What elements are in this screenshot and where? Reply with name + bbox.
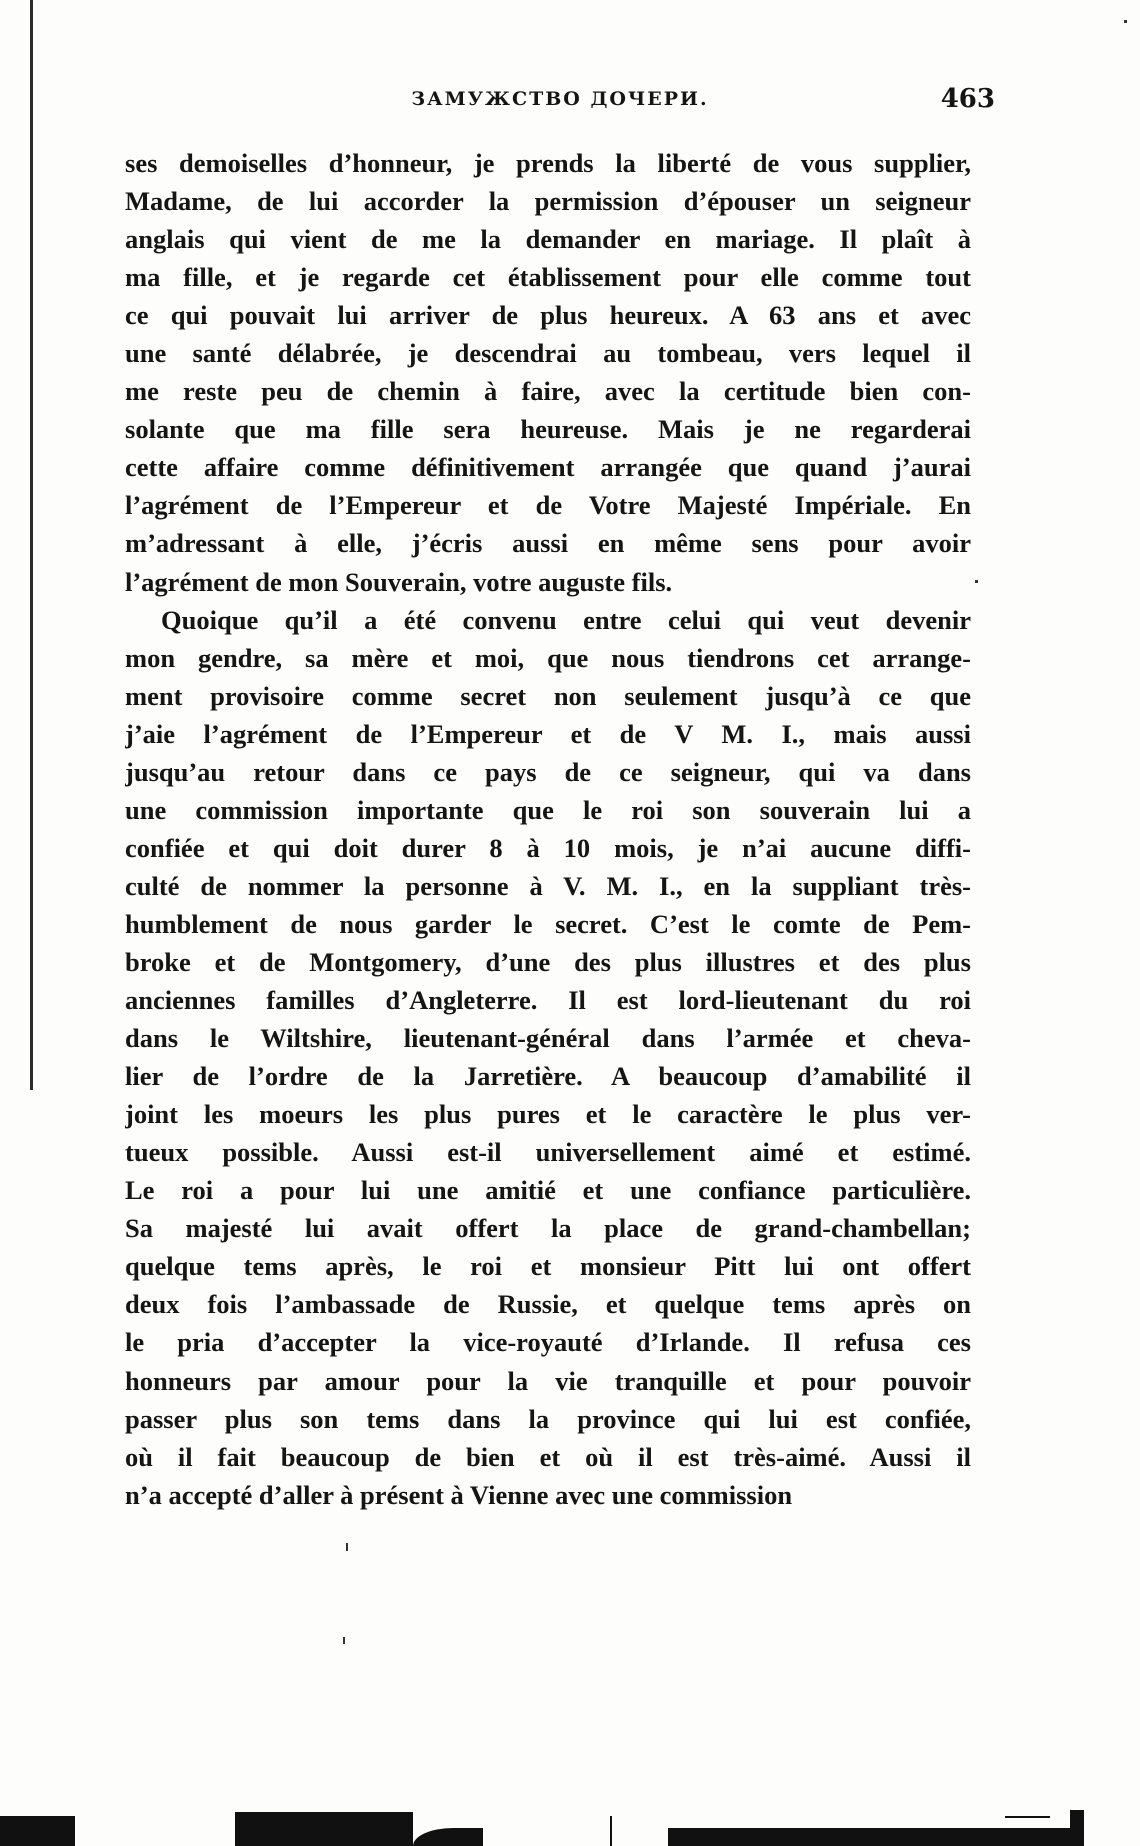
text-line: dans le Wiltshire, lieutenant-général dans l’armée et cheva- xyxy=(125,1023,971,1054)
page-number: 463 xyxy=(940,84,995,114)
text-line: humblement de nous garder le secret. C’est le comte de Pem- xyxy=(125,908,971,939)
text-line: joint les moeurs les plus pures et le caractère le plus ver- xyxy=(125,1099,971,1130)
edge-speck xyxy=(975,580,978,583)
text-line: Sa majesté lui avait offert la place de grand-chambellan; xyxy=(125,1213,971,1244)
text-line: Quoique qu’il a été convenu entre celui qui veut devenir xyxy=(161,604,971,635)
scan-artifact xyxy=(413,1828,483,1846)
text-line: broke et de Montgomery, d’une des plus illustres et des plus xyxy=(125,946,971,977)
scan-artifact xyxy=(1070,1810,1084,1846)
text-line: lier de l’ordre de la Jarretière. A beaucoup d’amabilité il xyxy=(125,1061,971,1092)
text-line: n’a accepté d’aller à présent à Vienne avec une commission xyxy=(125,1479,793,1510)
text-line: j’aie l’agrément de l’Empereur et de V M. I., mais aussi xyxy=(125,718,971,749)
scan-artifact xyxy=(0,1816,75,1846)
text-line: Madame, de lui accorder la permission d’épouser un seigneur xyxy=(125,186,971,217)
text-line: me reste peu de chemin à faire, avec la certitude bien con- xyxy=(125,376,971,407)
edge-speck xyxy=(343,1637,345,1644)
edge-speck xyxy=(346,1543,348,1551)
text-line: Le roi a pour lui une amitié et une confiance particulière. xyxy=(125,1175,971,1206)
text-line: ment provisoire comme secret non seulement jusqu’à ce que xyxy=(125,680,971,711)
text-line: ma fille, et je regarde cet établissement pour elle comme tout xyxy=(125,262,971,293)
running-head xyxy=(125,84,995,116)
body-text xyxy=(125,144,971,1514)
text-line: ses demoiselles d’honneur, je prends la liberté de vous supplier, xyxy=(125,148,971,178)
text-line: m’adressant à elle, j’écris aussi en même sens pour avoir xyxy=(125,528,971,559)
text-line: tueux possible. Aussi est-il universellement aimé et estimé. xyxy=(125,1137,971,1168)
scan-artifact xyxy=(235,1812,413,1846)
text-line: mon gendre, sa mère et moi, que nous tiendrons cet arrange- xyxy=(125,642,971,673)
binding-edge-line xyxy=(30,0,33,1090)
text-line: ce qui pouvait lui arriver de plus heureux. A 63 ans et avec xyxy=(125,300,971,331)
text-line: quelque tems après, le roi et monsieur Pitt lui ont offert xyxy=(125,1251,971,1282)
text-line: cette affaire comme définitivement arrangée que quand j’aurai xyxy=(125,452,971,483)
text-line: le pria d’accepter la vice-royauté d’Irlande. Il refusa ces xyxy=(125,1327,971,1358)
text-line: anciennes familles d’Angleterre. Il est lord-lieutenant du roi xyxy=(125,985,971,1016)
text-line: deux fois l’ambassade de Russie, et quelque tems après on xyxy=(125,1289,971,1320)
text-line: honneurs par amour pour la vie tranquille et pour pouvoir xyxy=(125,1365,971,1396)
text-line: une commission importante que le roi son souverain lui a xyxy=(125,794,971,825)
text-line: anglais qui vient de me la demander en mariage. Il plaît à xyxy=(125,224,971,255)
text-line: l’agrément de l’Empereur et de Votre Majesté Impériale. En xyxy=(125,490,971,521)
scan-artifact xyxy=(668,1828,1078,1846)
text-line: une santé délabrée, je descendrai au tombeau, vers lequel il xyxy=(125,338,971,369)
scan-artifact xyxy=(610,1816,612,1846)
text-line: solante que ma fille sera heureuse. Mais je ne regarderai xyxy=(125,414,971,445)
scan-artifact xyxy=(1005,1816,1050,1818)
scan-bottom-edge xyxy=(0,1806,1140,1846)
text-line: culté de nommer la personne à V. M. I., en la suppliant très- xyxy=(125,870,971,901)
edge-speck xyxy=(1124,20,1127,23)
running-title: ЗАМУЖСТВО ДОЧЕРИ. xyxy=(411,88,709,110)
text-line: confiée et qui doit durer 8 à 10 mois, je n’ai aucune diffi- xyxy=(125,832,971,863)
text-line: où il fait beaucoup de bien et où il est très-aimé. Aussi il xyxy=(125,1441,971,1472)
text-line: passer plus son tems dans la province qui lui est confiée, xyxy=(125,1403,971,1434)
text-line: jusqu’au retour dans ce pays de ce seigneur, qui va dans xyxy=(125,756,971,787)
text-line: l’agrément de mon Souverain, votre auguste fils. xyxy=(125,566,673,597)
